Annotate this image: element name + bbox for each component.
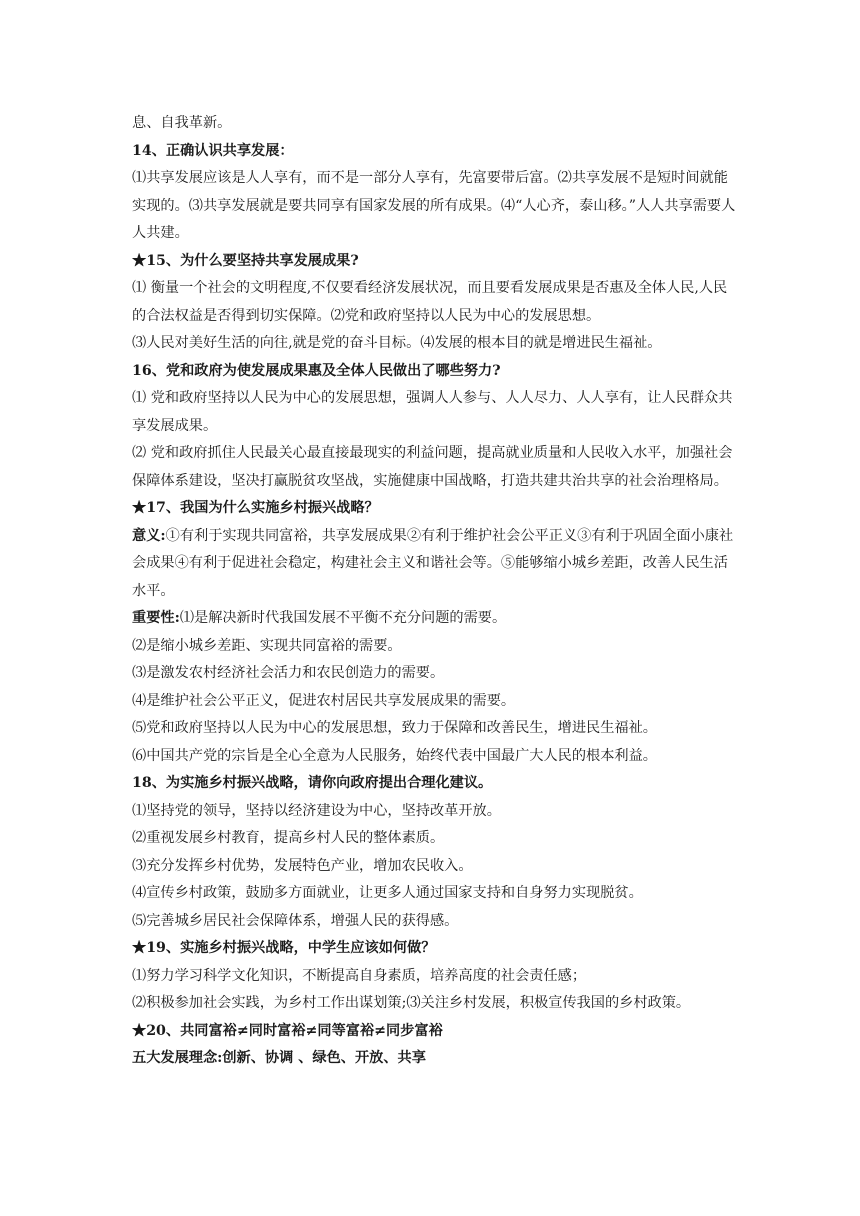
document-body bbox=[132, 110, 738, 1073]
significance-label: 意义: bbox=[132, 527, 166, 544]
question-20-heading: ★20、共同富裕≠同时富裕≠同等富裕≠同步富裕 bbox=[132, 1022, 443, 1039]
question-16-answer-part2: ⑵ 党和政府抓住人民最关心最直接最现实的利益问题，提高就业质量和人民收入水平，加强社会保障体系建设，坚决打赢脱贫攻坚战，实施健康中国战略，打造共建共治共享的社会治理格局。 bbox=[132, 445, 733, 489]
importance-item-3: ⑶是激发农村经济社会活力和农民创造力的需要。 bbox=[132, 665, 445, 681]
question-17-heading: ★17、我国为什么实施乡村振兴战略？ bbox=[132, 500, 379, 516]
importance-item-4: ⑷是维护社会公平正义，促进农村居民共享发展成果的需要。 bbox=[132, 692, 516, 709]
importance-item-2: ⑵是缩小城乡差距、实现共同富裕的需要。 bbox=[132, 637, 402, 654]
question-14-answer: ⑴共享发展应该是人人享有，而不是一部分人享有，先富要带后富。⑵共享发展不是短时间就能实现的。⑶共享发展就是要共同享有国家发展的所有成果。⑷“人心齐，泰山移。”人人共享需要人人共建。 bbox=[132, 170, 736, 241]
student-action-item-2: ⑵积极参加社会实践，为乡村工作出谋划策;⑶关注乡村发展，积极宣传我国的乡村政策。 bbox=[132, 995, 691, 1011]
question-17-importance bbox=[132, 605, 738, 633]
question-15-heading: ★15、为什么要坚持共享发展成果? bbox=[132, 252, 359, 269]
suggestion-item-3: ⑶充分发挥乡村优势，发展特色产业，增加农民收入。 bbox=[132, 857, 473, 874]
importance-label: 重要性: bbox=[132, 610, 180, 626]
suggestion-item-2: ⑵重视发展乡村教育，提高乡村人民的整体素质。 bbox=[132, 830, 445, 846]
question-14-heading: 14、正确认识共享发展： bbox=[132, 142, 294, 159]
question-17-significance bbox=[132, 523, 738, 606]
question-16-heading: 16、党和政府为使发展成果惠及全体人民做出了哪些努力? bbox=[132, 362, 501, 379]
suggestion-item-1: ⑴坚持党的领导，坚持以经济建设为中心，坚持改革开放。 bbox=[132, 802, 501, 819]
question-15-answer-part2: ⑶人民对美好生活的向往,就是党的奋斗目标。⑷发展的根本目的就是增进民生福祉。 bbox=[132, 335, 662, 351]
importance-item-6: ⑹中国共产党的宗旨是全心全意为人民服务，始终代表中国最广大人民的根本利益。 bbox=[132, 747, 657, 764]
question-19-heading: ★19、实施乡村振兴战略，中学生应该如何做？ bbox=[132, 940, 436, 956]
question-15-answer-part1: ⑴ 衡量一个社会的文明程度,不仅要看经济发展状况，而且要看发展成果是否惠及全体人民,人民的合法权益是否得到切实保障。⑵党和政府坚持以人民为中心的发展思想。 bbox=[132, 280, 728, 324]
five-development-ideas: 五大发展理念:创新、协调 、绿色、开放、共享 bbox=[132, 1050, 426, 1066]
question-18-heading: 18、为实施乡村振兴战略，请你向政府提出合理化建议。 bbox=[132, 775, 493, 791]
text-line: 息、自我革新。 bbox=[132, 115, 232, 131]
student-action-item-1: ⑴努力学习科学文化知识，不断提高自身素质，培养高度的社会责任感； bbox=[132, 967, 587, 984]
suggestion-item-4: ⑷宣传乡村政策，鼓励多方面就业，让更多人通过国家支持和自身努力实现脱贫。 bbox=[132, 885, 643, 901]
suggestion-item-5: ⑸完善城乡居民社会保障体系，增强人民的获得感。 bbox=[132, 912, 459, 929]
significance-text: ①有利于实现共同富裕，共享发展成果②有利于维护社会公平正义③有利于巩固全面小康社会成果④有利于促进社会稳定，构建社会主义和谐社会等。⑤能够缩小城乡差距，改善人民生活水平。 bbox=[132, 527, 734, 599]
question-16-answer-part1: ⑴ 党和政府坚持以人民为中心的发展思想，强调人人参与、人人尽力、人人享有，让人民群众共享发展成果。 bbox=[132, 390, 733, 434]
importance-item-5: ⑸党和政府坚持以人民为中心的发展思想，致力于保障和改善民生，增进民生福祉。 bbox=[132, 720, 657, 736]
importance-item-1: ⑴是解决新时代我国发展不平衡不充分问题的需要。 bbox=[179, 610, 507, 626]
